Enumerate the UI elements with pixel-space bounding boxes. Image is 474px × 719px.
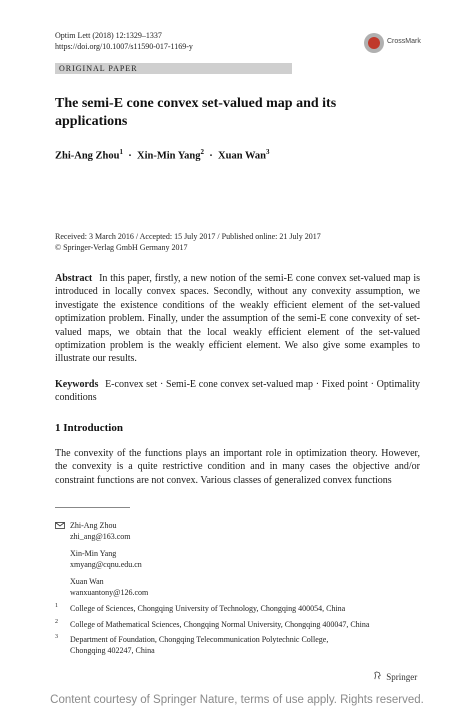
- abstract: [55, 272, 420, 366]
- journal-citation: [55, 30, 193, 52]
- crossmark-icon: [364, 33, 384, 53]
- contact-email[interactable]: wanxuantony@126.com: [70, 588, 149, 597]
- journal-line: Optim Lett (2018) 12:1329–1337: [55, 31, 162, 40]
- publisher-name: Springer: [386, 672, 418, 682]
- author-separator: ·: [209, 150, 213, 162]
- author-1-affil: 1: [119, 148, 123, 156]
- publisher-logo: [373, 671, 417, 682]
- contact-entry: [70, 576, 148, 598]
- introduction-text: The convexity of the functions plays an important role in optimization theory. However, the convexity is a quite restrictive condition and in many cases the objective and/or constraint functions are not convex. Various classes of generalized convex functions: [55, 448, 420, 486]
- article-type-banner: ORIGINAL PAPER: [55, 63, 292, 74]
- author-2-affil: 2: [200, 148, 205, 156]
- envelope-icon: [55, 521, 65, 532]
- doi-link[interactable]: https://doi.org/10.1007/s11590-017-1169-y: [55, 42, 193, 51]
- contact-name: Zhi-Ang Zhou: [70, 521, 117, 530]
- crossmark-label: CrossMark: [387, 38, 421, 45]
- author-3[interactable]: Xuan Wan: [218, 150, 266, 162]
- keywords-label: Keywords: [55, 379, 99, 390]
- crossmark-button[interactable]: [364, 33, 434, 53]
- keywords: [55, 378, 420, 405]
- contact-entry: [70, 520, 148, 542]
- abstract-label: Abstract: [55, 273, 93, 284]
- keywords-text: E-convex set · Semi-E cone convex set-valued map · Fixed point · Optimality conditions: [55, 379, 421, 404]
- contact-name: Xuan Wan: [70, 577, 104, 586]
- contact-email[interactable]: xmyang@cqnu.edu.cn: [70, 560, 142, 569]
- copyright-line: © Springer-Verlag GmbH Germany 2017: [55, 243, 188, 252]
- affiliation-text-cont: Chongqing 402247, China: [70, 646, 155, 655]
- affiliation-text: College of Mathematical Sciences, Chongqing Normal University, Chongqing 400047, China: [70, 620, 370, 629]
- title-line-1: The semi-E cone convex set-valued map and its: [55, 96, 337, 111]
- abstract-text: In this paper, firstly, a new notion of the semi-E cone convex set-valued map is introduced in locally convex spaces. Secondly, without any convexity assumption, we investigate the existence conditions of the weakly efficient element of the set-valued optimization problem. Finally, under the assumption of the semi-E cone convexity of set-valued maps, we obtain that the local weakly efficient element of the set-valued optimization problem is the weakly efficient element. We also give some examples to illustrate our results.: [55, 273, 421, 365]
- content-courtesy-footer: Content courtesy of Springer Nature, terms of use apply. Rights reserved.: [50, 694, 424, 706]
- paper-title: [55, 95, 415, 131]
- contact-email[interactable]: zhi_ang@163.com: [70, 532, 131, 541]
- title-line-2: applications: [55, 114, 128, 129]
- contact-block: [55, 520, 148, 604]
- affiliation-number: 3: [55, 634, 58, 640]
- affiliation-text: College of Sciences, Chongqing University of Technology, Chongqing 400054, China: [70, 604, 346, 613]
- springer-horse-icon: [373, 672, 384, 682]
- affiliation-number: 2: [55, 619, 58, 625]
- contact-name: Xin-Min Yang: [70, 549, 117, 558]
- author-2[interactable]: Xin-Min Yang: [137, 150, 201, 162]
- author-1[interactable]: Zhi-Ang Zhou: [55, 150, 120, 162]
- footnote-divider: [55, 507, 130, 508]
- contact-entry: [70, 548, 148, 570]
- dates-line: Received: 3 March 2016 / Accepted: 15 July 2017 / Published online: 21 July 2017: [55, 232, 321, 241]
- affiliation-text: Department of Foundation, Chongqing Telecommunication Polytechnic College,: [70, 635, 329, 644]
- author-separator: ·: [128, 150, 132, 162]
- publication-dates: [55, 231, 321, 253]
- section-heading: 1 Introduction: [55, 422, 123, 434]
- affiliation-number: 1: [55, 603, 58, 609]
- author-list: [55, 148, 270, 162]
- author-3-affil: 3: [266, 148, 270, 156]
